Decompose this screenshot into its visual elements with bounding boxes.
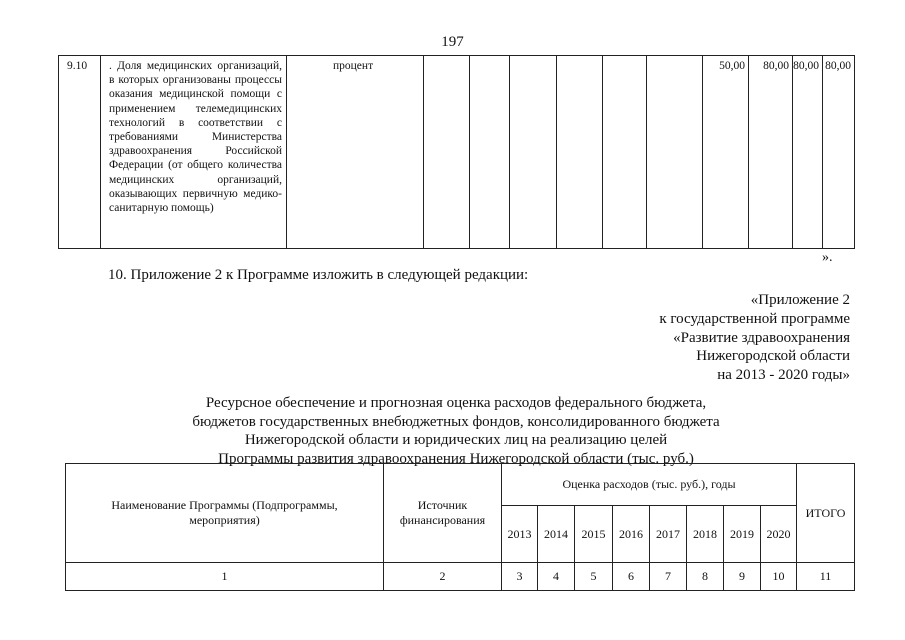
header-total: ИТОГО (797, 464, 855, 563)
indicator-value (557, 56, 603, 249)
column-number: 9 (724, 563, 761, 591)
year-cell: 2016 (613, 506, 650, 563)
column-number: 10 (761, 563, 797, 591)
indicator-number: 9.10 (59, 56, 101, 249)
year-cell: 2014 (538, 506, 575, 563)
column-number: 3 (502, 563, 538, 591)
indicator-value (424, 56, 470, 249)
column-number: 4 (538, 563, 575, 591)
year-cell: 2017 (650, 506, 687, 563)
column-number: 6 (613, 563, 650, 591)
indicator-description: . Доля медицинских организаций, в которых организованы процессы оказания медицинской помощи с применением телемедицинских технологий в соответствии с требованиями Министерства здравоохранения Российской Федерации (от общего количества медицинских организаций, оказывающих первичную медико-санитарную помощь) (101, 56, 287, 249)
appendix-line: Нижегородской области (696, 348, 850, 365)
year-cell: 2019 (724, 506, 761, 563)
indicator-row (59, 56, 855, 249)
column-number: 2 (384, 563, 502, 591)
page-number: 197 (441, 34, 464, 50)
indicator-value: 50,00 (703, 56, 749, 249)
title-line: бюджетов государственных внебюджетных фондов, консолидированного бюджета (192, 413, 720, 430)
title-line: Нижегородской области и юридических лиц на реализацию целей (244, 432, 668, 448)
title-line: Программы развития здравоохранения Нижегородской области (тыс. руб.) (218, 450, 694, 467)
indicator-value: 80,00 (823, 56, 855, 249)
appendix-line: «Развитие здравоохранения (673, 329, 850, 346)
header-estimate: Оценка расходов (тыс. руб.), годы (502, 464, 797, 506)
header-program-name: Наименование Программы (Подпрограммы, мероприятия) (66, 464, 384, 563)
indicator-value: 80,00 (749, 56, 793, 249)
year-cell: 2015 (575, 506, 613, 563)
column-number: 5 (575, 563, 613, 591)
header-funding-source: Источник финансирования (384, 464, 502, 563)
resource-table (65, 463, 855, 591)
closing-quote: ». (822, 250, 833, 265)
indicator-value (647, 56, 703, 249)
column-number: 11 (797, 563, 855, 591)
appendix-header (450, 291, 850, 385)
appendix-line: «Приложение 2 (750, 292, 850, 308)
indicator-value (510, 56, 557, 249)
column-number: 8 (687, 563, 724, 591)
column-number-row (66, 563, 855, 591)
header-row (66, 464, 855, 506)
column-number: 7 (650, 563, 687, 591)
appendix-line: к государственной программе (659, 310, 850, 327)
indicator-value (470, 56, 510, 249)
year-cell: 2018 (687, 506, 724, 563)
appendix-line: на 2013 - 2020 годы» (717, 367, 850, 384)
indicator-unit: процент (287, 56, 424, 249)
instruction-text: 10. Приложение 2 к Программе изложить в следующей редакции: (108, 267, 529, 283)
year-cell: 2013 (502, 506, 538, 563)
column-number: 1 (66, 563, 384, 591)
indicator-table (58, 55, 855, 249)
indicator-value: 80,00 (793, 56, 823, 249)
year-cell: 2020 (761, 506, 797, 563)
indicator-value (603, 56, 647, 249)
table-title (58, 394, 854, 468)
title-line: Ресурсное обеспечение и прогнозная оценка расходов федерального бюджета, (205, 395, 707, 411)
